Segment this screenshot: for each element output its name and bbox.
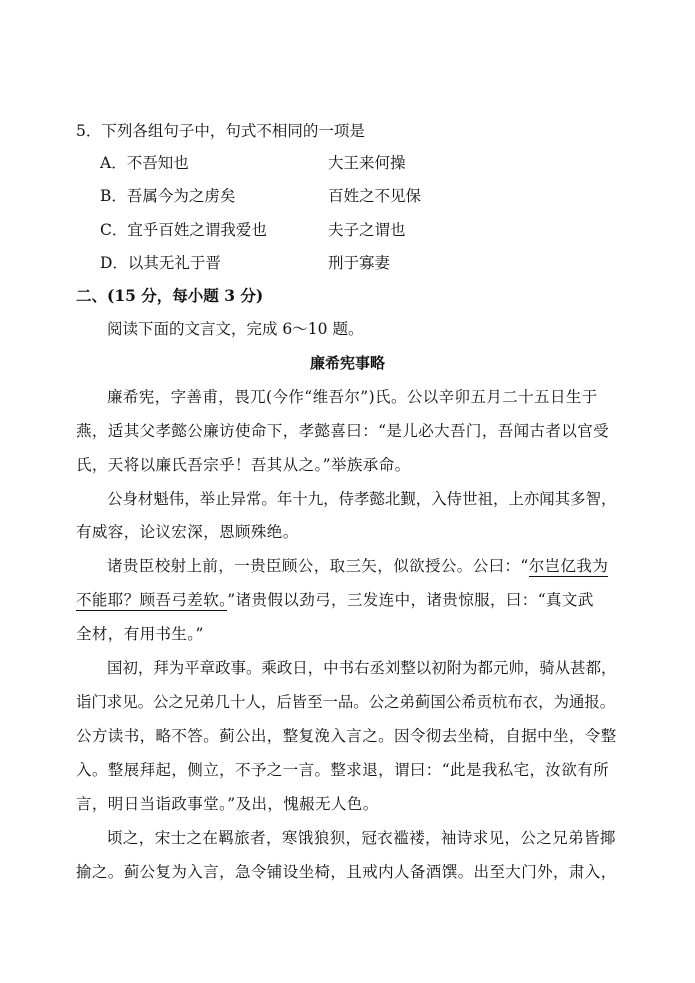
p5-line-2: 揄之。蓟公复为入言，急令铺设坐椅，且戒内人备酒馔。出至大门外，肃入， bbox=[76, 863, 617, 881]
p4-line-1: 国初，拜为平章政事。乘政日，中书右丞刘整以初附为都元帅，骑从甚都， bbox=[107, 659, 617, 677]
option-c-label: C．宜乎百姓之谓我爱也 bbox=[100, 221, 267, 239]
p2-line-1: 公身材魁伟，举止异常。年十九，侍孝懿北觐，入侍世祖，上亦闻其多智， bbox=[107, 490, 617, 508]
underlined-sentence-part-2: 不能耶？顾吾弓差软。 bbox=[76, 591, 228, 609]
option-b-pair: 百姓之不见保 bbox=[328, 187, 422, 205]
p5-line-1: 顷之，宋士之在羁旅者，寒饿狼狈，冠衣褴褛，袖诗求见，公之兄弟皆揶 bbox=[107, 829, 616, 847]
p4-line-2: 诣门求见。公之兄弟几十人，后皆至一品。公之弟蓟国公希贡杭布衣，为通报。 bbox=[76, 693, 616, 711]
p3-line-1-text: 诸贵臣校射上前，一贵臣顾公，取三矢，似欲授公。公曰：“ bbox=[107, 557, 529, 575]
option-b-label: B．吾属今为之虏矣 bbox=[100, 187, 236, 205]
p1-line-1: 廉希宪，字善甫，畏兀(今作“维吾尔”)氏。公以辛卯五月二十五日生于 bbox=[107, 388, 598, 406]
passage-title: 廉希宪事略 bbox=[309, 354, 385, 372]
option-a-pair: 大王来何操 bbox=[328, 154, 406, 172]
p3-line-2 bbox=[76, 590, 594, 610]
section-2-instruction: 阅读下面的文言文，完成 6～10 题。 bbox=[107, 320, 364, 338]
section-2-header: 二、(15 分，每小题 3 分) bbox=[76, 286, 264, 305]
p3-line-2-text: ”诸贵假以劲弓，三发连中，诸贵惊服，曰：“真文武 bbox=[227, 591, 594, 609]
option-d-pair: 刑于寡妻 bbox=[328, 254, 391, 272]
p4-line-5: 言，明日当诣政事堂。”及出，愧赧无人色。 bbox=[76, 795, 379, 813]
p3-line-3: 全材，有用书生。” bbox=[76, 625, 204, 643]
option-a-label: A．不吾知也 bbox=[100, 154, 189, 172]
p2-line-2: 有威容，论议宏深，恩顾殊绝。 bbox=[76, 523, 299, 541]
p3-line-1 bbox=[107, 556, 608, 576]
option-d-label: D．以其无礼于晋 bbox=[100, 254, 221, 272]
p1-line-2: 燕，适其父孝懿公廉访使命下，孝懿喜曰：“是儿必大吾门，吾闻古者以官受 bbox=[76, 422, 610, 440]
p1-line-3: 氏，天将以廉氏吾宗乎！吾其从之。”举族承命。 bbox=[76, 456, 411, 474]
p4-line-3: 公方读书，略不答。蓟公出，整复浼入言之。因令彻去坐椅，自据中坐，令整 bbox=[76, 727, 617, 745]
question-5-stem: 5．下列各组句子中，句式不相同的一项是 bbox=[76, 122, 365, 140]
p4-line-4: 入。整展拜起，侧立，不予之一言。整求退，谓曰：“此是我私宅，汝欲有所 bbox=[76, 761, 610, 779]
option-c-pair: 夫子之谓也 bbox=[328, 221, 406, 239]
underlined-sentence-part-1: 尔岂亿我为 bbox=[528, 557, 609, 575]
